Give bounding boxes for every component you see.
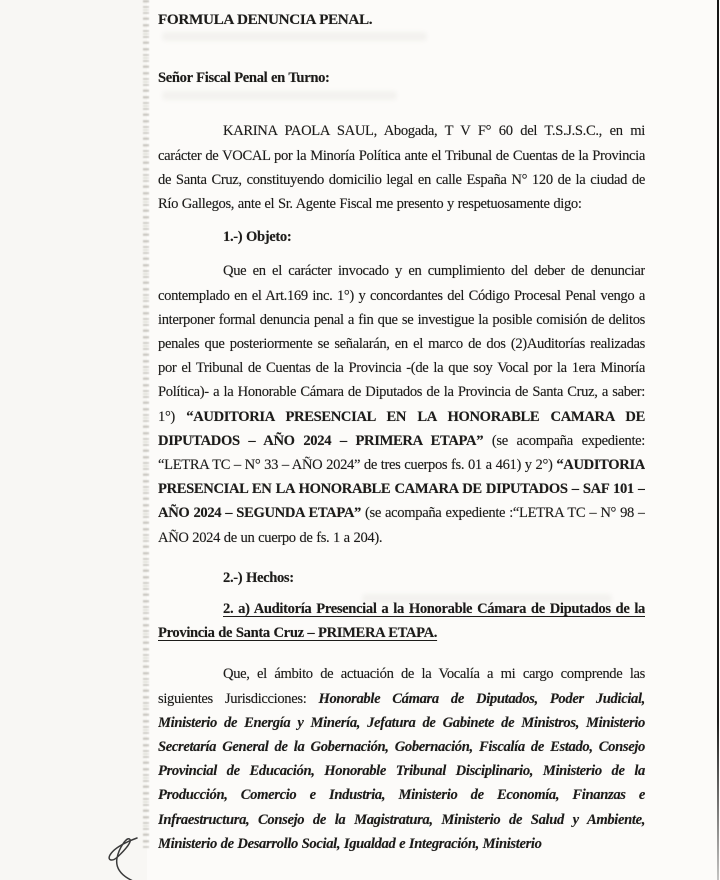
objeto-run-bold-audit-1: “AUDITORIA PRESENCIAL EN LA HONORABLE CAMARA DE DIPUTADOS – AÑO 2024 – PRIMERA ETAPA”	[158, 408, 645, 449]
intro-paragraph: KARINA PAOLA SAUL, Abogada, T V F° 60 del T.S.J.S.C., en mi carácter de VOCAL por la Minoría Política ante el Tribunal de Cuentas de la Provincia de Santa Cruz, constituyendo domicilio legal en calle España N° 120 de la ciudad de Río Gallegos, ante el Sr. Agente Fiscal me presento y respetuosamente digo:	[158, 123, 645, 213]
scan-edge-line	[717, 0, 719, 880]
document-body	[158, 0, 645, 880]
scan-left-margin	[0, 0, 147, 880]
pen-flourish-mark	[88, 826, 188, 880]
addressee-line: Señor Fiscal Penal en Turno:	[158, 70, 330, 87]
hechos-run-jurisdictions-italic: Honorable Cámara de Diputados, Poder Judicial, Ministerio de Energía y Minería, Jefatura de Gabinete de Ministros, Ministerio Secretaría General de la Gobernación, Gobernación, Fiscalía de Estado, Consejo Provincial de Educación, Honorable Tribunal Disciplinario, Ministerio de la Producción, Comercio e Industria, Ministerio de Economía, Finanzas e Infraestructura, Consejo de la Magistratura, Ministerio de Salud y Ambiente, Ministerio de Desarrollo Social, Igualdad e Integración, Ministerio	[158, 690, 645, 852]
objeto-run-regular-1: Que en el carácter invocado y en cumplimiento del deber de denunciar contemplado en el Art.169 inc. 1°) y concordantes del Código Procesal Penal vengo a interponer formal denuncia penal a fin que se investigue la posible comisión de delitos penales que posteriormente se señalarán, en el marco de dos (2)Auditorías realizadas por el Tribunal de Cuentas de la Provincia -(de la que soy Vocal por la 1era Minoría Política)- a la Honorable Cámara de Diputados de la Provincia de Santa Cruz, a saber: 1°)	[158, 263, 645, 425]
hechos-paragraph	[158, 662, 645, 856]
section-2a-heading-text: 2. a) Auditoría Presencial a la Honorable Cámara de Diputados de la Provincia de Santa Cruz – PRIMERA ETAPA.	[158, 601, 645, 642]
document-title: FORMULA DENUNCIA PENAL.	[158, 11, 373, 28]
hechos-run-regular: Que, el ámbito de actuación de la Vocalía a mi cargo comprende las siguientes Jurisdicciones:	[158, 666, 645, 707]
section-1-heading: 1.-) Objeto:	[223, 229, 292, 246]
objeto-run-bold-audit-2: “AUDITORIA PRESENCIAL EN LA HONORABLE CAMARA DE DIPUTADOS – SAF 101 – AÑO 2024 – SEGUNDA ETAPA”	[158, 457, 645, 522]
section-2a-heading	[158, 597, 645, 645]
scan-edge-noise-strip	[143, 0, 149, 848]
objeto-run-regular-2: (se acompaña expediente: “LETRA TC – N° 33 – AÑO 2024” de tres cuerpos fs. 01 a 461) y 2°)	[158, 432, 645, 474]
objeto-run-regular-3: (se acompaña expediente :“LETRA TC – N° 98 – AÑO 2024 de un cuerpo de fs. 1 a 204).	[158, 505, 645, 546]
objeto-paragraph	[158, 259, 645, 549]
section-2-heading: 2.-) Hechos:	[223, 569, 294, 586]
